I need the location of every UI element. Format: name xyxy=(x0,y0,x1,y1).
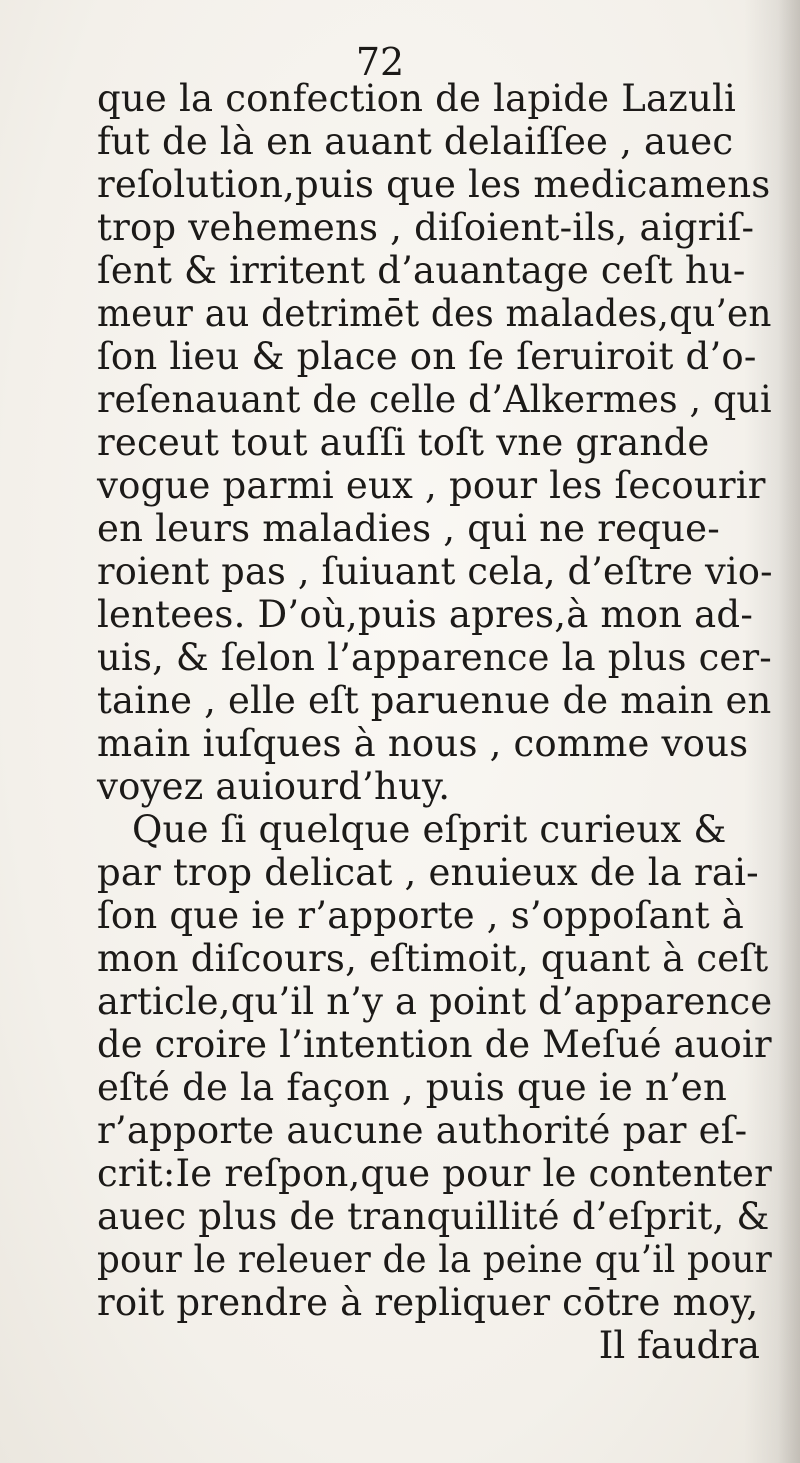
text-line: mon diſcours, eſtimoit, quant à ceſt xyxy=(97,937,769,980)
text-line: lentees. D’où,puis apres,à mon ad- xyxy=(97,593,754,636)
text-line: main iuſques à nous , comme vous xyxy=(97,722,749,765)
text-line: crit:Ie reſpon,que pour le contenter xyxy=(97,1152,772,1195)
text-line: vogue parmi eux , pour les ſecourir xyxy=(97,464,766,507)
text-line: receut tout auſſi toſt vne grande xyxy=(97,421,710,464)
text-line: meur au detrimēt des malades,qu’en xyxy=(97,292,772,335)
text-line: article,qu’il n’y a point d’apparence xyxy=(97,980,773,1023)
text-line: roient pas , ſuiuant cela, d’eſtre vio- xyxy=(97,550,773,593)
text-line: en leurs maladies , qui ne reque- xyxy=(97,507,720,550)
text-line: r’apporte aucune authorité par eſ- xyxy=(97,1109,748,1152)
text-line: ſon que ie r’apporte , s’oppoſant à xyxy=(97,894,745,937)
text-line: roit prendre à repliquer cōtre moy, xyxy=(97,1281,759,1324)
text-line: trop vehemens , diſoient-ils, aigriſ- xyxy=(97,206,755,249)
text-line: reſenauant de celle d’Alkermes , qui xyxy=(97,378,772,421)
paragraph-start-line: Que ſi quelque eſprit curieux & xyxy=(132,808,727,851)
text-line: taine , elle eſt paruenue de main en xyxy=(97,679,772,722)
text-line: fut de là en auant delaiſſee , auec xyxy=(97,120,734,163)
text-line: eſté de la façon , puis que ie n’en xyxy=(97,1066,728,1109)
text-line: uis, & ſelon l’apparence la plus cer- xyxy=(97,636,772,679)
text-line: que la confection de lapide Lazuli xyxy=(97,77,737,120)
text-line: voyez auiourd’huy. xyxy=(97,765,451,808)
text-line: reſolution,puis que les medicamens xyxy=(97,163,771,206)
page-edge-shadow xyxy=(778,0,800,1463)
text-line: pour le releuer de la peine qu’il pour xyxy=(97,1238,772,1281)
text-line: de croire l’intention de Meſué auoir xyxy=(97,1023,772,1066)
text-line: ſent & irritent d’auantage ceſt hu- xyxy=(97,249,746,292)
text-line: par trop delicat , enuieux de la rai- xyxy=(97,851,759,894)
catchword: Il faudra xyxy=(598,1324,760,1367)
page-number: 72 xyxy=(355,40,405,84)
text-line: ſon lieu & place on ſe ſeruiroit d’o- xyxy=(97,335,757,378)
text-line: auec plus de tranquillité d’eſprit, & xyxy=(97,1195,770,1238)
